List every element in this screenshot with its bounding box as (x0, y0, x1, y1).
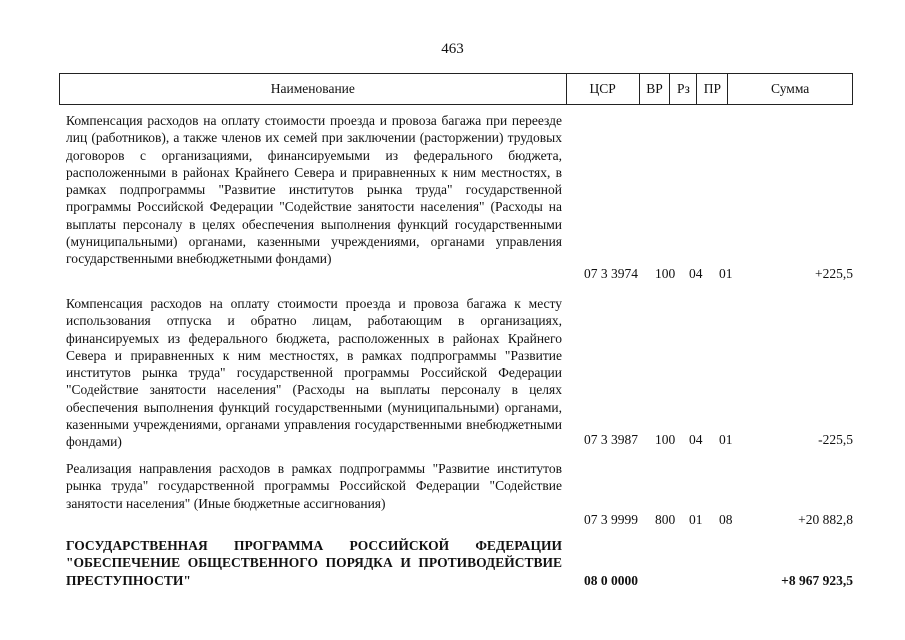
row-name: Компенсация расходов на оплату стоимости проезда и провоза багажа при переезде лиц (работников), а также членов их семей при заключении (расторжении) трудовых договоров с организациями, финансируемыми из федерального бюджета, расположенными в районах Крайнего Севера и приравненных к ним местностях, в рамках подпрограммы "Развитие институтов рынка труда" государственной программы Российской Федерации "Содействие занятости населения" (Расходы на выплаты персоналу в целях обеспечения выполнения функций государственными (муниципальными) органами, казенными учреждениями, органами управления государственными внебюджетными фондами) (66, 113, 562, 267)
row-sum: +8 967 923,5 (781, 573, 853, 588)
row-sum: +20 882,8 (798, 512, 853, 527)
row-name: Реализация направления расходов в рамках подпрограммы "Развитие институтов рынка труда" государственной программы Российской Федерации "Содействие занятости населения" (Иные бюджетные ассигнования) (66, 461, 562, 511)
row-pr: 01 (719, 432, 733, 447)
page-number: 463 (441, 41, 464, 57)
row-pr: 01 (719, 266, 733, 281)
row-sum: +225,5 (815, 266, 853, 281)
row-name: ГОСУДАРСТВЕННАЯ ПРОГРАММА РОССИЙСКОЙ ФЕДЕРАЦИИ "ОБЕСПЕЧЕНИЕ ОБЩЕСТВЕННОГО ПОРЯДКА И ПРОТИВОДЕЙСТВИЕ ПРЕСТУПНОСТИ" (66, 538, 562, 588)
row-rz: 04 (689, 266, 703, 281)
row-pr: 08 (719, 512, 733, 527)
row-sum: -225,5 (818, 432, 853, 447)
row-vr: 800 (655, 512, 676, 527)
header-csr: ЦСР (567, 74, 640, 104)
header-vr: ВР (640, 74, 671, 104)
row-csr: 07 3 3974 (584, 266, 638, 281)
row-vr: 100 (655, 432, 676, 447)
row-csr: 08 0 0000 (584, 573, 638, 588)
header-pr: ПР (697, 74, 728, 104)
row-csr: 07 3 3987 (584, 432, 638, 447)
header-rz: Рз (670, 74, 697, 104)
row-rz: 04 (689, 432, 703, 447)
row-name: Компенсация расходов на оплату стоимости проезда и провоза багажа к месту использования отпуска и обратно лицам, работающим в организациях, финансируемых из федерального бюджета, расположенных в районах Крайнего Севера и приравненных к ним местностях, в рамках подпрограммы "Развитие институтов рынка труда" государственной программы Российской Федерации "Содействие занятости населения" (Расходы на выплаты персоналу в целях обеспечения выполнения функций государственными (муниципальными) органами, казенными учреждениями, органами управления государственными внебюджетными фондами) (66, 296, 562, 450)
row-rz: 01 (689, 512, 703, 527)
row-csr: 07 3 9999 (584, 512, 638, 527)
header-name: Наименование (60, 74, 567, 104)
row-vr: 100 (655, 266, 676, 281)
header-sum: Сумма (771, 81, 810, 96)
table-header (59, 73, 853, 105)
